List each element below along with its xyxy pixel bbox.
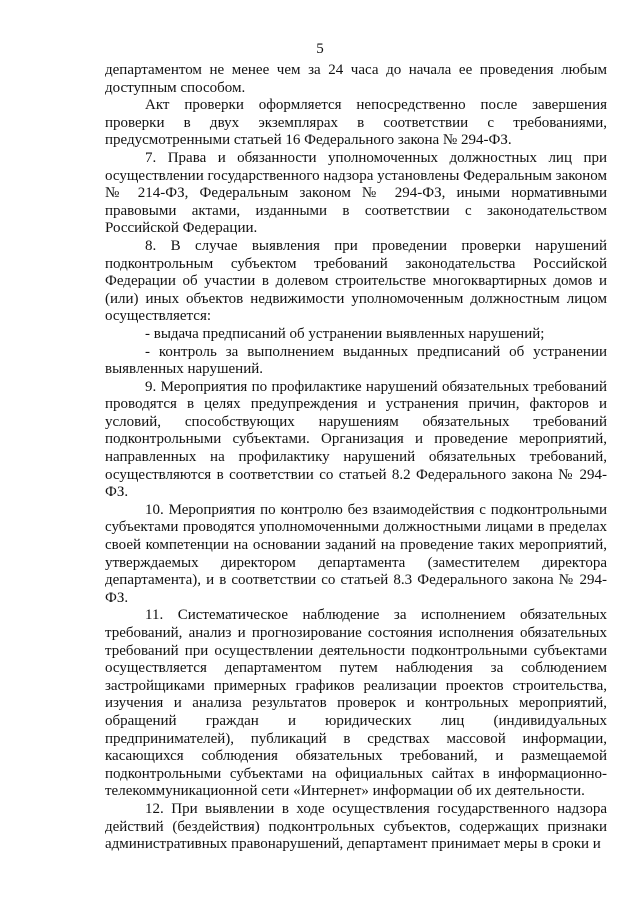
- paragraph-7: 7. Права и обязанности уполномоченных должностных лиц при осуществлении государственного надзора установлены Федеральным законом № 214-ФЗ, Федеральным законом № 294-ФЗ, иными нормативными правовыми актами, изданными в соответствии с законодательством Российской Федерации.: [105, 149, 608, 237]
- list-item-control: - контроль за выполнением выданных предписаний об устранении выявленных нарушений.: [105, 343, 607, 378]
- paragraph-continuation: департаментом не менее чем за 24 часа до начала ее проведения любым доступным способом.: [105, 62, 607, 96]
- paragraph-12: 12. При выявлении в ходе осуществления государственного надзора действий (бездействия) подконтрольных субъектов, содержащих признаки административных правонарушений, департамент принимает меры в сроки и: [105, 800, 607, 853]
- paragraph-10: 10. Мероприятия по контролю без взаимодействия с подконтрольными субъектами проводятся уполномоченными должностными лицами в пределах своей компетенции на основании заданий на проведение таких мероприятий, утверждаемых директором департамента (заместителем директора департамента), и в соответствии со статьей 8.3 Федерального закона № 294-ФЗ.: [105, 501, 607, 606]
- paragraph-9: 9. Мероприятия по профилактике нарушений обязательных требований проводятся в целях предупреждения и устранения причин, факторов и условий, способствующих нарушениям обязательных требований подконтрольными субъектами. Организация и проведение мероприятий, направленных на профилактику нарушений обязательных требований, осуществляются в соответствии со статьей 8.2 Федерального закона № 294-ФЗ.: [105, 378, 607, 501]
- paragraph-8: 8. В случае выявления при проведении проверки нарушений подконтрольным субъектом требований законодательства Российской Федерации об участии в долевом строительстве многоквартирных домов и (или) иных объектов недвижимости уполномоченным должностным лицом осуществляется:: [105, 237, 607, 325]
- paragraph-inspection-act: Акт проверки оформляется непосредственно после завершения проверки в двух экземплярах в соответствии с требованиями, предусмотренными статьей 16 Федерального закона № 294-ФЗ.: [105, 97, 607, 149]
- page-number: 5: [316, 41, 324, 57]
- list-item-orders: - выдача предписаний об устранении выявленных нарушений;: [145, 325, 545, 342]
- document-body: [105, 62, 607, 854]
- paragraph-11: 11. Систематическое наблюдение за исполнением обязательных требований, анализ и прогнозирование состояния исполнения обязательных требований при осуществлении деятельности подконтрольными субъектами осуществляется департаментом путем наблюдения за соблюдением застройщиками примерных графиков реализации проектов строительства, изучения и анализа результатов проверок и контрольных мероприятий, обращений граждан и юридических лиц (индивидуальных предпринимателей), публикаций в средствах массовой информации, касающихся соблюдения обязательных требований, и размещаемой подконтрольными субъектами на официальных сайтах в информационно-телекоммуникационной сети «Интернет» информации об их деятельности.: [105, 607, 607, 800]
